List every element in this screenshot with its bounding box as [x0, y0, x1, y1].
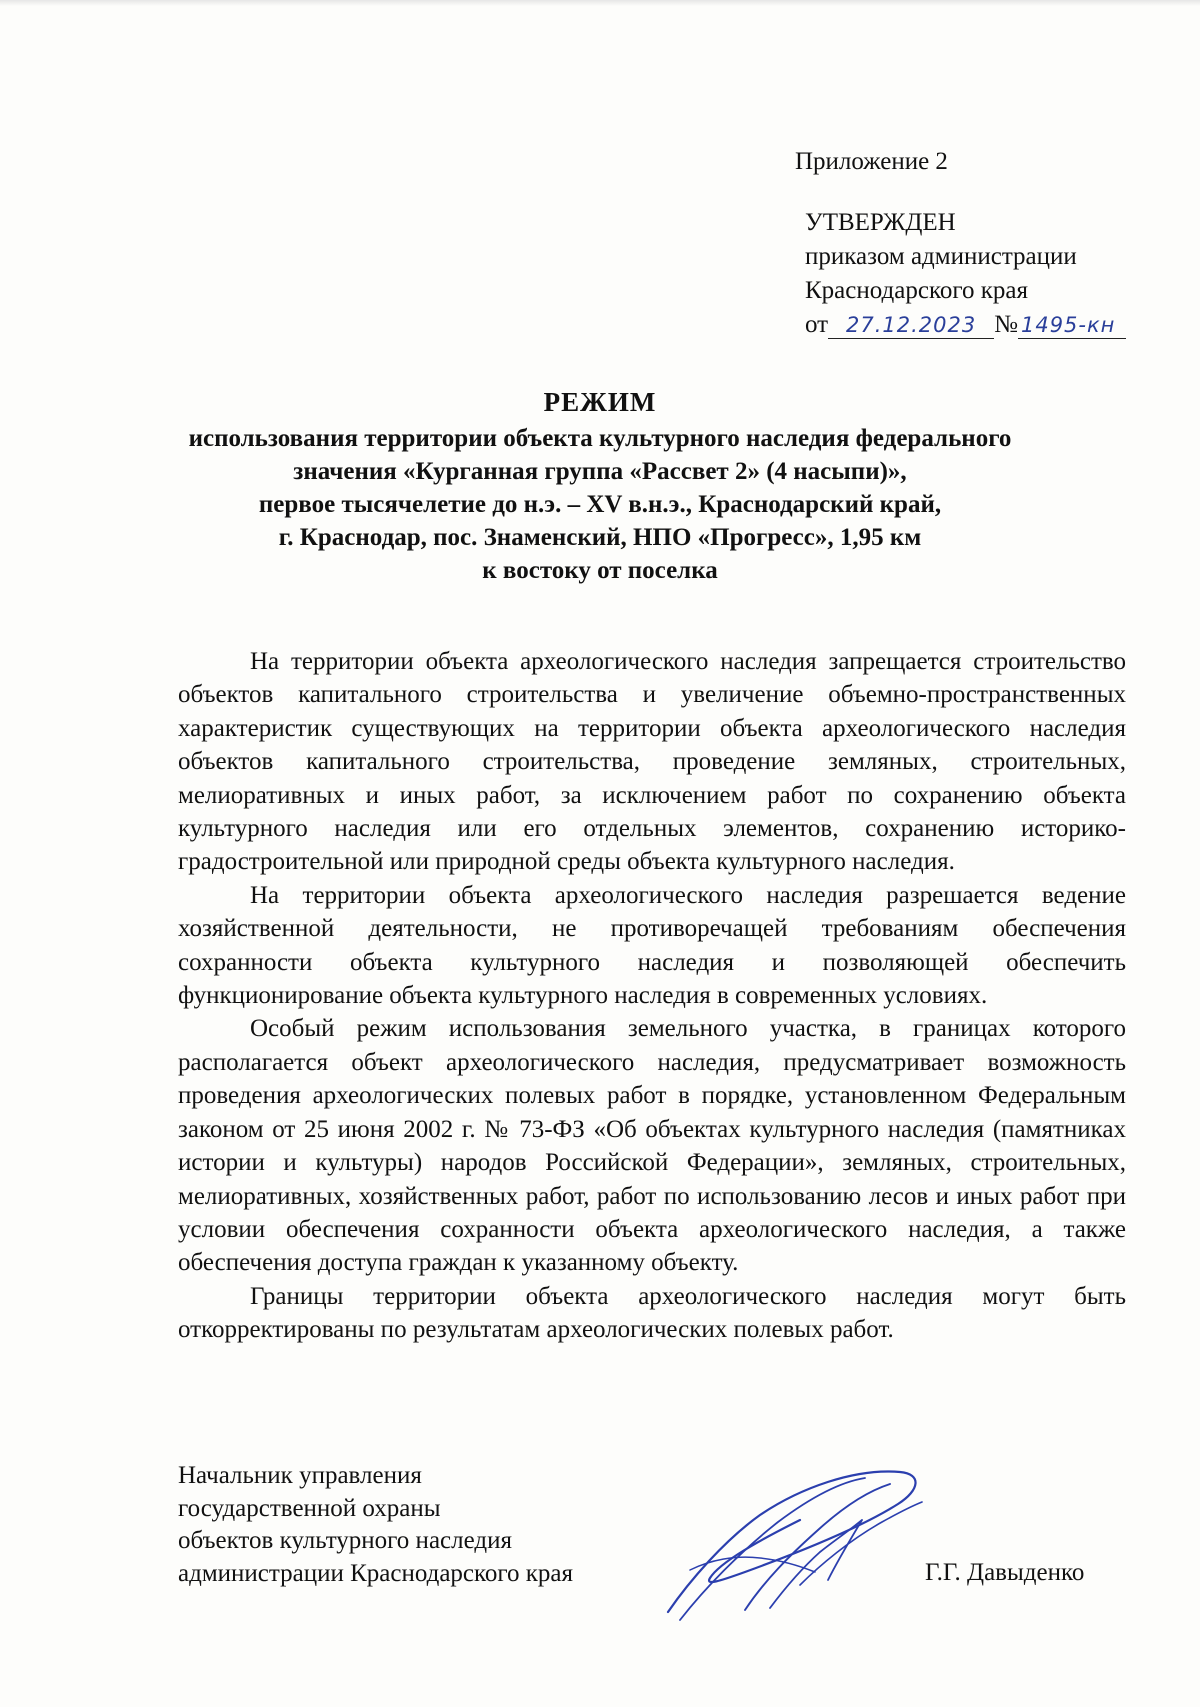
approval-line-2: Краснодарского края — [805, 277, 1028, 304]
position-line-3: объектов культурного наследия — [178, 1527, 512, 1554]
title-line-5: к востоку от поселка — [482, 557, 718, 584]
title-line-4: г. Краснодар, пос. Знаменский, НПО «Прогресс», 1,95 км — [278, 524, 922, 551]
order-date-handwritten: 27.12.2023 — [828, 312, 994, 339]
body-paragraph-1: На территории объекта археологического наследия запрещается строительство объектов капитального строительства и увеличение объемно-пространственных характеристик существующих на территории объекта археологического наследия объектов капитального строительства, проведение земляных, строительных, мелиоративных и иных работ, за исключением работ по сохранению объекта культурного наследия или его отдельных элементов, сохранению историко-градостроительной или природной среды объекта культурного наследия. — [178, 648, 1126, 876]
position-line-4: администрации Краснодарского края — [178, 1559, 574, 1587]
title-line-2: значения «Курганная группа «Рассвет 2» (4 насыпи)», — [293, 458, 907, 485]
title-main: РЕЖИМ — [543, 387, 657, 417]
body-paragraph-4: Границы территории объекта археологического наследия могут быть откорректированы по результатам археологических полевых работ. — [178, 1282, 1126, 1344]
handwritten-signature — [650, 1460, 930, 1630]
position-line-1: Начальник управления — [178, 1462, 422, 1489]
body-paragraph-2: На территории объекта археологического наследия разрешается ведение хозяйственной деятельности, не противоречащей требованиям обеспечения сохранности объекта культурного наследия и позволяющей обеспечить функционирование объекта культурного наследия в современных условиях. — [178, 881, 1126, 1010]
title-line-1: использования территории объекта культурного наследия федерального — [188, 425, 1012, 452]
order-reference — [805, 308, 1170, 342]
approval-line-1: приказом администрации — [805, 243, 1077, 270]
signatory-position — [178, 1460, 573, 1590]
approved-heading: УТВЕРЖДЕН — [805, 209, 956, 236]
position-line-2: государственной охраны — [178, 1494, 441, 1522]
scan-top-edge — [0, 0, 1200, 6]
body-paragraph-3: Особый режим использования земельного участка, в границах которого располагается объект археологического наследия, предусматривает возможность проведения археологических полевых работ в порядке, установленном Федеральным законом от 25 июня 2002 г. № 73-ФЗ «Об объектах культурного наследия (памятниках истории и культуры) народов Российской Федерации», земляных, строительных, мелиоративных, хозяйственных работ, работ по использованию лесов и иных работ при условии обеспечения сохранности объекта археологического наследия, а также обеспечения доступа граждан к указанному объекту. — [178, 1015, 1126, 1277]
appendix-label: Приложение 2 — [795, 148, 948, 175]
order-from-label: от — [805, 311, 829, 338]
title-line-3: первое тысячелетие до н.э. – XV в.н.э., Краснодарский край, — [258, 491, 942, 518]
document-body — [178, 645, 1126, 1347]
document-title — [100, 384, 1100, 587]
order-number-handwritten: 1495-кн — [1018, 312, 1126, 339]
signatory-name: Г.Г. Давыденко — [925, 1559, 1085, 1586]
order-number-sign: № — [994, 311, 1018, 338]
approval-block — [790, 145, 1170, 342]
